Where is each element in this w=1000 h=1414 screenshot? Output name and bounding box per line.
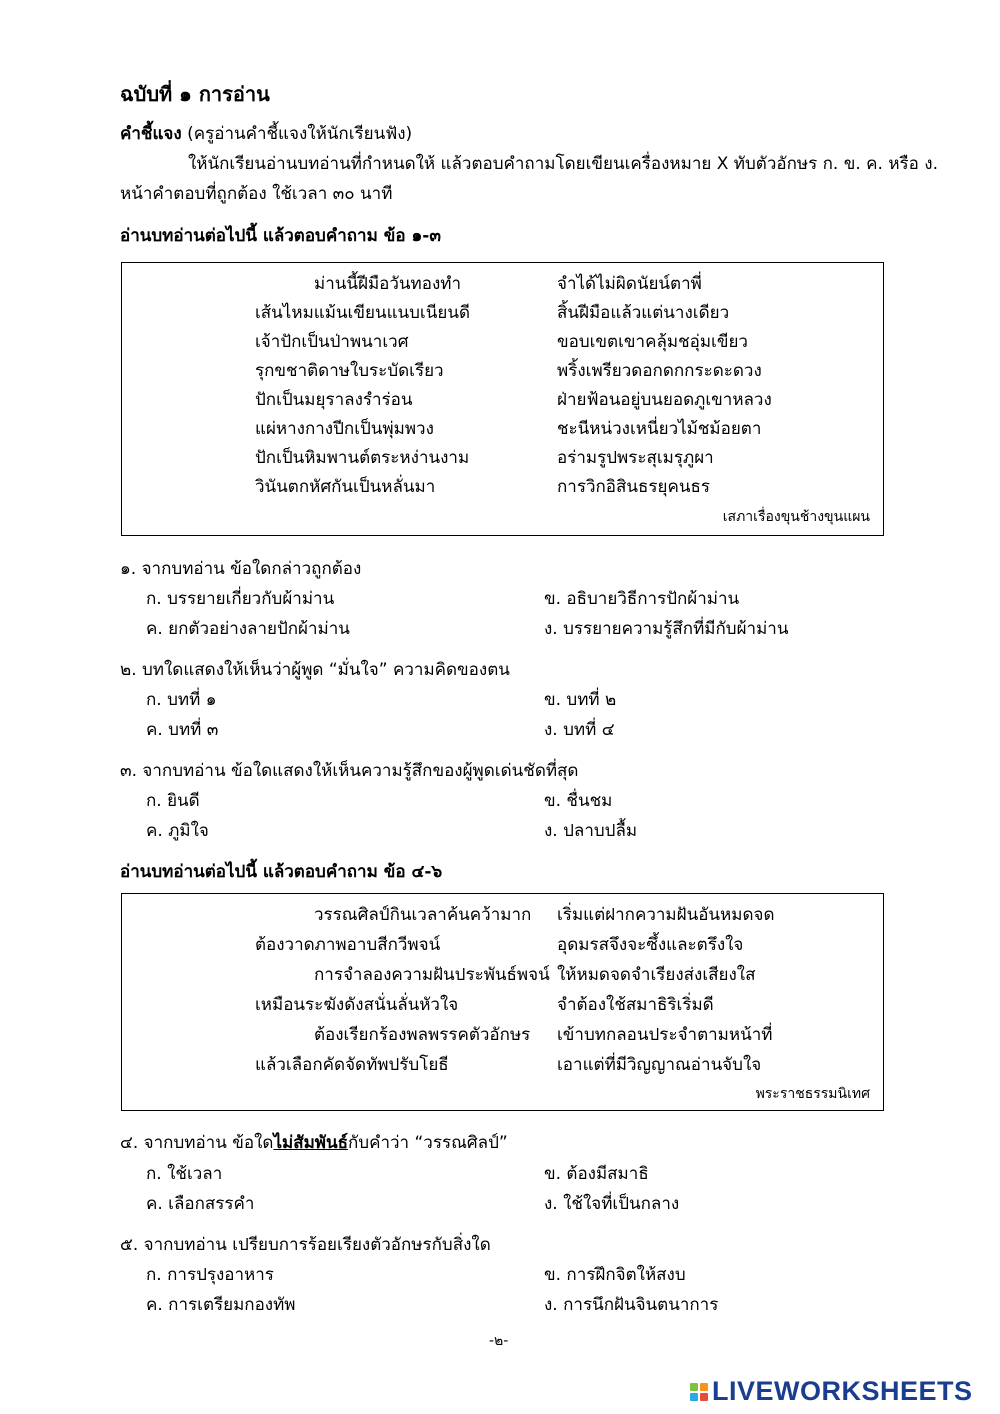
- poem-2-line-4-right: จำต้องใช้สมาธิริเริ่มดี: [557, 995, 714, 1015]
- poem-1-line-2-right: สิ้นฝีมือแล้วแต่นางเดียว: [557, 303, 730, 323]
- poem-2-line-3-right: ให้หมดจดจำเรียงส่งเสียงใส: [557, 965, 756, 985]
- liveworksheets-logo-icon: [690, 1383, 708, 1401]
- poem-1-line-6-right: ชะนีหน่วงเหนี่ยวไม้ชม้อยตา: [557, 419, 762, 439]
- question-5-option-a[interactable]: ก. การปรุงอาหาร: [146, 1265, 274, 1285]
- instruction-note: (ครูอ่านคำชี้แจงให้นักเรียนฟัง): [187, 124, 413, 144]
- question-1-text: ๑. จากบทอ่าน ข้อใดกล่าวถูกต้อง: [120, 559, 362, 579]
- question-1-option-b[interactable]: ข. อธิบายวิธีการปักผ้าม่าน: [544, 589, 740, 609]
- question-4-option-b[interactable]: ข. ต้องมีสมาธิ: [544, 1164, 649, 1184]
- poem-1-line-7-left: ปักเป็นหิมพานต์ตระหง่านงาม: [255, 448, 470, 468]
- question-4-option-d[interactable]: ง. ใช้ใจที่เป็นกลาง: [544, 1194, 680, 1214]
- question-4-suffix: กับคำว่า “วรรณศิลป์”: [347, 1133, 508, 1153]
- question-3-text: ๓. จากบทอ่าน ข้อใดแสดงให้เห็นความรู้สึกของผู้พูดเด่นชัดที่สุด: [120, 761, 579, 781]
- page-number: -๒-: [489, 1333, 509, 1349]
- liveworksheets-logo-text: LIVEWORKSHEETS: [712, 1376, 973, 1406]
- instruction-heading: [120, 126, 412, 143]
- poem-2-attribution: พระราชธรรมนิเทศ: [755, 1086, 870, 1102]
- poem-1-line-5-left: ปักเป็นมยุราลงรำร่อน: [255, 390, 413, 410]
- question-2-text: ๒. บทใดแสดงให้เห็นว่าผู้พูด “มั่นใจ” ความคิดของตน: [120, 660, 510, 680]
- poem-2-line-4-left: เหมือนระฆังดังสนั่นลั่นหัวใจ: [255, 995, 459, 1015]
- liveworksheets-logo: [690, 1376, 973, 1407]
- page-title: ฉบับที่ ๑ การอ่าน: [120, 82, 270, 106]
- question-4-emphasis: ไม่สัมพันธ์: [273, 1133, 348, 1153]
- poem-2-line-6-right: เอาแต่ที่มีวิญญาณอ่านจับใจ: [557, 1055, 762, 1075]
- poem-1-line-8-right: การวิกอิสินธรยุคนธร: [557, 477, 710, 497]
- question-3-option-d[interactable]: ง. ปลาบปลื้ม: [544, 821, 638, 841]
- instruction-label: คำชี้แจง: [120, 124, 182, 144]
- poem-2-line-2-left: ต้องวาดภาพอาบสีกวีพจน์: [255, 935, 441, 955]
- question-4-text: [120, 1135, 508, 1152]
- question-2-option-c[interactable]: ค. บทที่ ๓: [146, 720, 219, 740]
- question-5-text: ๕. จากบทอ่าน เปรียบการร้อยเรียงตัวอักษรกับสิ่งใด: [120, 1235, 491, 1255]
- question-5-option-c[interactable]: ค. การเตรียมกองทัพ: [146, 1295, 296, 1315]
- poem-2-line-5-left: ต้องเรียกร้องพลพรรคตัวอักษร: [314, 1025, 531, 1045]
- poem-1-line-2-left: เส้นไหมแม้นเขียนแนบเนียนดี: [255, 303, 470, 323]
- poem-1-line-5-right: ฝ่ายฟ้อนอยู่บนยอดภูเขาหลวง: [557, 390, 772, 410]
- question-2-option-d[interactable]: ง. บทที่ ๔: [544, 720, 615, 740]
- instruction-line-2: หน้าคำตอบที่ถูกต้อง ใช้เวลา ๓๐ นาที: [120, 184, 393, 204]
- poem-1-line-1-left: ม่านนี้ฝีมือวันทองทำ: [314, 274, 462, 294]
- question-5-option-b[interactable]: ข. การฝึกจิตให้สงบ: [544, 1265, 686, 1285]
- poem-1-line-3-left: เจ้าปักเป็นป่าพนาเวศ: [255, 332, 409, 352]
- instruction-line-1: ให้นักเรียนอ่านบทอ่านที่กำหนดให้ แล้วตอบคำถามโดยเขียนเครื่องหมาย X ทับตัวอักษร ก. ข. ค. หรือ ง.: [188, 154, 938, 174]
- poem-1-line-1-right: จำได้ไม่ผิดนัยน์ตาพี่: [557, 274, 702, 294]
- poem-2-line-2-right: อุดมรสจึงจะซึ้งและตรึงใจ: [557, 935, 744, 955]
- poem-1-line-4-right: พริ้งเพรียวดอกดกกระดะดวง: [557, 361, 762, 381]
- poem-1-line-7-right: อร่ามรูปพระสุเมรุภูผา: [557, 448, 714, 468]
- question-3-option-a[interactable]: ก. ยินดี: [146, 791, 200, 811]
- poem-2-line-6-left: แล้วเลือกคัดจัดทัพปรับโยธี: [255, 1055, 449, 1075]
- poem-box-2: [121, 893, 884, 1111]
- poem-2-line-1-right: เริ่มแต่ฝากความฝันอันหมดจด: [557, 905, 775, 925]
- section-2-heading: อ่านบทอ่านต่อไปนี้ แล้วตอบคำถาม ข้อ ๔-๖: [120, 862, 443, 882]
- poem-1-line-6-left: แผ่หางกางปีกเป็นพุ่มพวง: [255, 419, 434, 439]
- question-4-option-c[interactable]: ค. เลือกสรรคำ: [146, 1194, 255, 1214]
- poem-1-line-8-left: วินันตกหัศกันเป็นหลั่นมา: [255, 477, 436, 497]
- question-2-option-b[interactable]: ข. บทที่ ๒: [544, 690, 617, 710]
- question-3-option-c[interactable]: ค. ภูมิใจ: [146, 821, 209, 841]
- section-1-heading: อ่านบทอ่านต่อไปนี้ แล้วตอบคำถาม ข้อ ๑-๓: [120, 226, 441, 246]
- poem-1-attribution: เสภาเรื่องขุนช้างขุนแผน: [722, 509, 870, 525]
- question-1-option-c[interactable]: ค. ยกตัวอย่างลายปักผ้าม่าน: [146, 619, 350, 639]
- poem-2-line-1-left: วรรณศิลป์กินเวลาค้นคว้ามาก: [314, 905, 532, 925]
- poem-1-line-3-right: ขอบเขตเขาคลุ้มชอุ่มเขียว: [557, 332, 748, 352]
- question-1-option-d[interactable]: ง. บรรยายความรู้สึกที่มีกับผ้าม่าน: [544, 619, 789, 639]
- poem-1-line-4-left: รุกขชาติดาษใบระบัดเรียว: [255, 361, 444, 381]
- poem-2-line-3-left: การจำลองความฝันประพันธ์พจน์: [314, 965, 550, 985]
- question-2-option-a[interactable]: ก. บทที่ ๑: [146, 690, 217, 710]
- question-5-option-d[interactable]: ง. การนึกฝันจินตนาการ: [544, 1295, 719, 1315]
- poem-2-line-5-right: เข้าบทกลอนประจำตามหน้าที่: [557, 1025, 773, 1045]
- question-4-option-a[interactable]: ก. ใช้เวลา: [146, 1164, 223, 1184]
- question-4-prefix: ๔. จากบทอ่าน ข้อใด: [120, 1133, 274, 1153]
- question-3-option-b[interactable]: ข. ชื่นชม: [544, 791, 613, 811]
- question-1-option-a[interactable]: ก. บรรยายเกี่ยวกับผ้าม่าน: [146, 589, 335, 609]
